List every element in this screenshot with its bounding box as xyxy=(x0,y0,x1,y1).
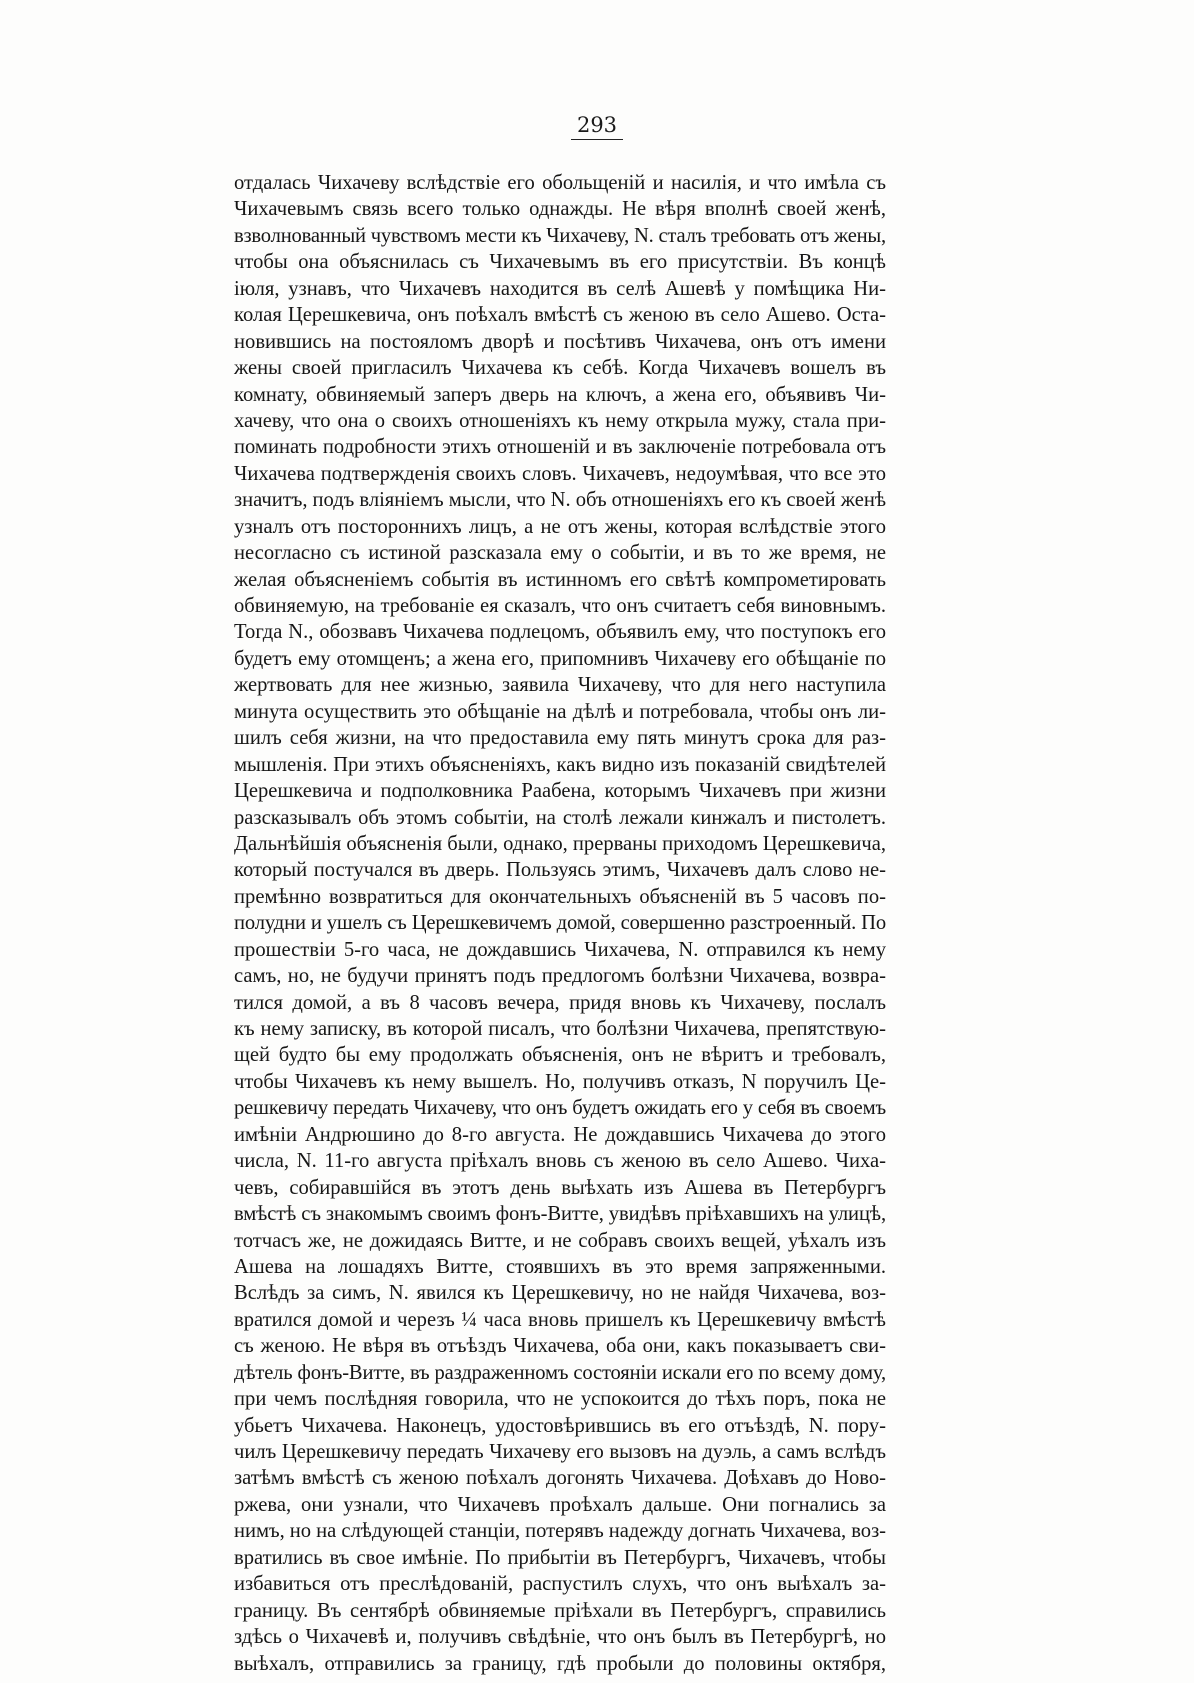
text-line: новившись на постояломъ дворѣ и посѣтивъ Чихачева, онъ отъ имени xyxy=(234,330,886,353)
text-line: Ашева на лошадяхъ Витте, стоявшихъ въ это время запряженными. xyxy=(234,1255,886,1278)
text-line: іюля, узнавъ, что Чихачевъ находится въ селѣ Ашевѣ у помѣщика Ни- xyxy=(234,277,886,300)
text-line: Чихачева подтвержденія своихъ словъ. Чихачевъ, недоумѣвая, что все это xyxy=(234,462,886,485)
text-line: комнату, обвиняемый заперъ дверь на ключъ, а жена его, объявивъ Чи- xyxy=(234,383,886,406)
text-line: Вслѣдъ за симъ, N. явился къ Церешкевичу, но не найдя Чихачева, воз- xyxy=(234,1282,886,1305)
text-line: Дальнѣйшія объясненія были, однако, прерваны приходомъ Церешкевича, xyxy=(234,832,886,855)
text-line: взволнованный чувствомъ мести къ Чихачеву, N. сталъ требовать отъ жены, xyxy=(234,224,886,247)
page-number xyxy=(0,113,1194,137)
text-line: чтобы она объяснилась съ Чихачевымъ въ его присутствіи. Въ концѣ xyxy=(234,251,886,274)
text-line: который постучался въ дверь. Пользуясь этимъ, Чихачевъ далъ слово не- xyxy=(234,859,886,882)
text-line: Чихачевымъ связь всего только однажды. Не вѣря вполнѣ своей женѣ, xyxy=(234,198,886,221)
text-line: жены своей пригласилъ Чихачева къ себѣ. Когда Чихачевъ вошелъ въ xyxy=(234,357,886,380)
text-line: минута осуществить это обѣщаніе на дѣлѣ и потребовала, чтобы онъ ли- xyxy=(234,700,886,723)
text-line: мышленія. При этихъ объясненіяхъ, какъ видно изъ показаній свидѣтелей xyxy=(234,753,886,776)
text-line: убьетъ Чихачева. Наконецъ, удостовѣрившись въ его отъѣздѣ, N. пору- xyxy=(234,1414,886,1437)
text-line: тотчасъ же, не дожидаясь Витте, и не собравъ своихъ вещей, уѣхалъ изъ xyxy=(234,1229,886,1252)
text-line: премѣнно возвратиться для окончательныхъ объясненій въ 5 часовъ по- xyxy=(234,885,886,908)
text-line: ржева, они узнали, что Чихачевъ проѣхалъ дальше. Они погнались за xyxy=(234,1493,886,1516)
text-line: при чемъ послѣдняя говорила, что не успокоится до тѣхъ поръ, пока не xyxy=(234,1388,886,1411)
text-line: выѣхалъ, отправились за границу, гдѣ пробыли до половины октября, xyxy=(234,1652,886,1675)
text-line: отдалась Чихачеву вслѣдствіе его обольщеній и насилія, и что имѣла съ xyxy=(234,172,886,194)
text-line: чтобы Чихачевъ къ нему вышелъ. Но, получивъ отказъ, N поручилъ Це- xyxy=(234,1070,886,1093)
text-line: границу. Въ сентябрѣ обвиняемые пріѣхали въ Петербургъ, справились xyxy=(234,1599,886,1622)
text-line: поминать подробности этихъ отношеній и въ заключеніе потребовала отъ xyxy=(234,436,886,459)
text-line: числа, N. 11-го августа пріѣхалъ вновь съ женою въ село Ашево. Чиха- xyxy=(234,1150,886,1173)
text-line: значитъ, подъ вліяніемъ мысли, что N. объ отношеніяхъ его къ своей женѣ xyxy=(234,489,886,512)
body-text xyxy=(234,170,886,1677)
text-line: вратились въ свое имѣніе. По прибытіи въ Петербургъ, Чихачевъ, чтобы xyxy=(234,1546,886,1569)
text-line: решкевичу передать Чихачеву, что онъ будетъ ожидать его у себя въ своемъ xyxy=(234,1097,886,1120)
text-line: самъ, но, не будучи принятъ подъ предлогомъ болѣзни Чихачева, возвра- xyxy=(234,965,886,988)
text-line: жертвовать для нее жизнью, заявила Чихачеву, что для него наступила xyxy=(234,674,886,697)
text-line: несогласно съ истиной разсказала ему о событіи, и въ то же время, не xyxy=(234,542,886,565)
text-line: Церешкевича и подполковника Раабена, которымъ Чихачевъ при жизни xyxy=(234,780,886,803)
text-line: къ нему записку, въ которой писалъ, что болѣзни Чихачева, препятствую- xyxy=(234,1018,886,1040)
text-line: хачеву, что она о своихъ отношеніяхъ къ нему открыла мужу, стала при- xyxy=(234,409,886,432)
text-line: шилъ себя жизни, на что предоставила ему пять минутъ срока для раз- xyxy=(234,727,886,750)
text-line: избавиться отъ преслѣдованій, распустилъ слухъ, что онъ выѣхалъ за- xyxy=(234,1573,886,1596)
text-line: имѣніи Андрюшино до 8-го августа. Не дождавшись Чихачева до этого xyxy=(234,1123,886,1146)
text-line: полудни и ушелъ съ Церешкевичемъ домой, совершенно разстроенный. По xyxy=(234,912,886,935)
text-line: тился домой, а въ 8 часовъ вечера, придя вновь къ Чихачеву, послалъ xyxy=(234,991,886,1014)
text-line: желая объясненіемъ событія въ истинномъ его свѣтѣ компрометировать xyxy=(234,568,886,591)
text-line: чевъ, собиравшійся въ этотъ день выѣхать изъ Ашева въ Петербургъ xyxy=(234,1176,886,1199)
text-line: щей будто бы ему продолжать объясненія, онъ не вѣритъ и требовалъ, xyxy=(234,1044,886,1067)
text-line: колая Церешкевича, онъ поѣхалъ вмѣстѣ съ женою въ село Ашево. Оста- xyxy=(234,304,886,327)
text-line: узналъ отъ постороннихъ лицъ, а не отъ жены, которая вслѣдствіе этого xyxy=(234,515,886,538)
text-line: Тогда N., обозвавъ Чихачева подлецомъ, объявилъ ему, что поступокъ его xyxy=(234,621,886,644)
text-line: вмѣстѣ съ знакомымъ своимъ фонъ-Витте, увидѣвъ пріѣхавшихъ на улицѣ, xyxy=(234,1203,886,1226)
text-line: дѣтель фонъ-Витте, въ раздраженномъ состояніи искали его по всему дому, xyxy=(234,1361,886,1384)
text-line: разсказывалъ объ этомъ событіи, на столѣ лежали кинжалъ и пистолетъ. xyxy=(234,806,886,829)
text-line: нимъ, но на слѣдующей станціи, потерявъ надежду догнать Чихачева, воз- xyxy=(234,1520,886,1543)
text-line: вратился домой и черезъ ¼ часа вновь пришелъ къ Церешкевичу вмѣстѣ xyxy=(234,1308,886,1331)
text-line: здѣсь о Чихачевѣ и, получивъ свѣдѣніе, что онъ былъ въ Петербургѣ, но xyxy=(234,1626,886,1649)
text-line: съ женою. Не вѣря въ отъѣздъ Чихачева, оба они, какъ показываетъ сви- xyxy=(234,1335,886,1358)
text-line: обвиняемую, на требованіе ея сказалъ, что онъ считаетъ себя виновнымъ. xyxy=(234,595,886,617)
text-line: будетъ ему отомщенъ; а жена его, припомнивъ Чихачеву его обѣщаніе по xyxy=(234,647,886,670)
page-number-text: 293 xyxy=(571,113,623,140)
text-line: затѣмъ вмѣстѣ съ женою поѣхалъ догонять Чихачева. Доѣхавъ до Ново- xyxy=(234,1467,886,1490)
text-line: чилъ Церешкевичу передать Чихачеву его вызовъ на дуэль, а самъ вслѣдъ xyxy=(234,1441,886,1463)
text-line: прошествіи 5-го часа, не дождавшись Чихачева, N. отправился къ нему xyxy=(234,938,886,961)
